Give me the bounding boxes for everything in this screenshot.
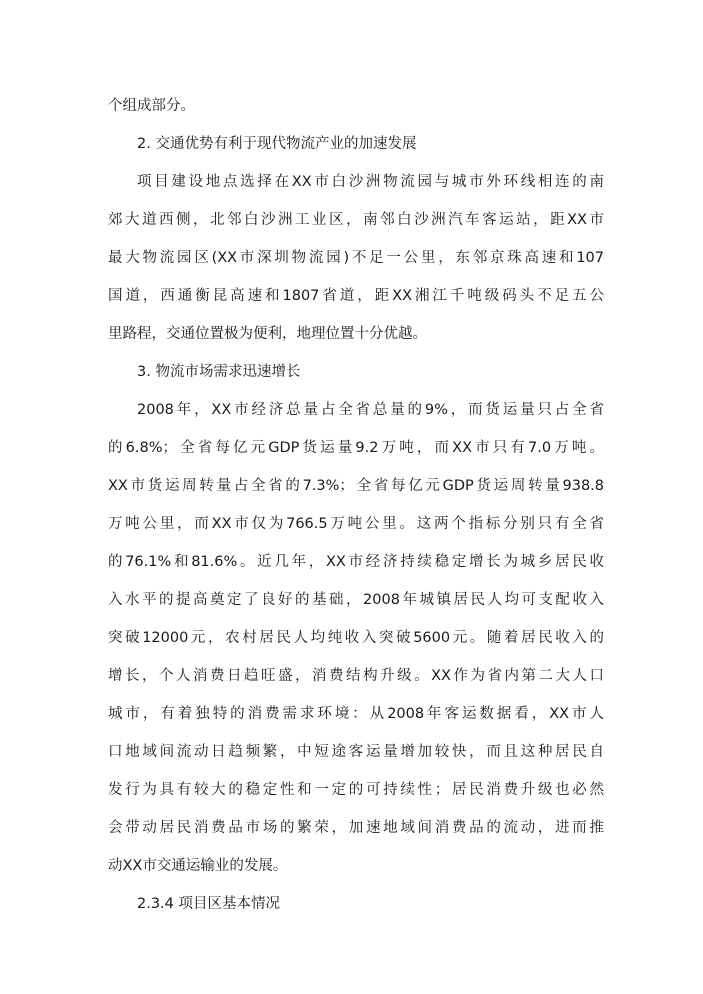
- section-heading: 3. 物流市场需求迅速增长: [137, 364, 301, 380]
- paragraph-line: 郊大道西侧，北邻白沙洲工业区，南邻白沙洲汽车客运站，距XX市: [108, 212, 604, 228]
- paragraph-line: 城市，有着独特的消费需求环境：从2008年客运数据看，XX市人: [108, 706, 604, 722]
- paragraph-line: 增长，个人消费日趋旺盛，消费结构升级。XX作为省内第二大人口: [108, 668, 604, 684]
- paragraph-line: 万吨公里，而XX市仅为766.5万吨公里。这两个指标分别只有全省: [108, 516, 604, 532]
- paragraph-line: 动XX市交通运输业的发展。: [108, 858, 288, 874]
- paragraph-line: 2008年，XX市经济总量占全省总量的9%，而货运量只占全省: [137, 402, 604, 418]
- paragraph-line: 入水平的提高奠定了良好的基础，2008年城镇居民人均可支配收入: [108, 592, 604, 608]
- paragraph-line: 最大物流园区(XX市深圳物流园)不足一公里，东邻京珠高速和107: [108, 250, 604, 266]
- paragraph-line: 的76.1%和81.6%。近几年，XX市经济持续稳定增长为城乡居民收: [108, 554, 604, 570]
- paragraph-line: 个组成部分。: [108, 98, 195, 114]
- paragraph-line: 发行为具有较大的稳定性和一定的可持续性；居民消费升级也必然: [108, 782, 604, 798]
- paragraph-line: 的6.8%；全省每亿元GDP货运量9.2万吨，而XX市只有7.0万吨。: [108, 440, 604, 456]
- paragraph-line: 国道，西通衡昆高速和1807省道，距XX湘江千吨级码头不足五公: [108, 288, 604, 304]
- paragraph-line: 口地域间流动日趋频繁，中短途客运量增加较快，而且这种居民自: [108, 744, 604, 760]
- paragraph-line: XX市货运周转量占全省的7.3%；全省每亿元GDP货运周转量938.8: [108, 478, 604, 494]
- section-heading: 2.3.4 项目区基本情况: [137, 896, 281, 912]
- section-heading: 2. 交通优势有利于现代物流产业的加速发展: [137, 136, 417, 152]
- paragraph-line: 项目建设地点选择在XX市白沙洲物流园与城市外环线相连的南: [137, 174, 604, 190]
- paragraph-line: 突破12000元，农村居民人均纯收入突破5600元。随着居民收入的: [108, 630, 604, 646]
- paragraph-line: 里路程，交通位置极为便利，地理位置十分优越。: [108, 326, 427, 342]
- paragraph-line: 会带动居民消费品市场的繁荣，加速地域间消费品的流动，进而推: [108, 820, 604, 836]
